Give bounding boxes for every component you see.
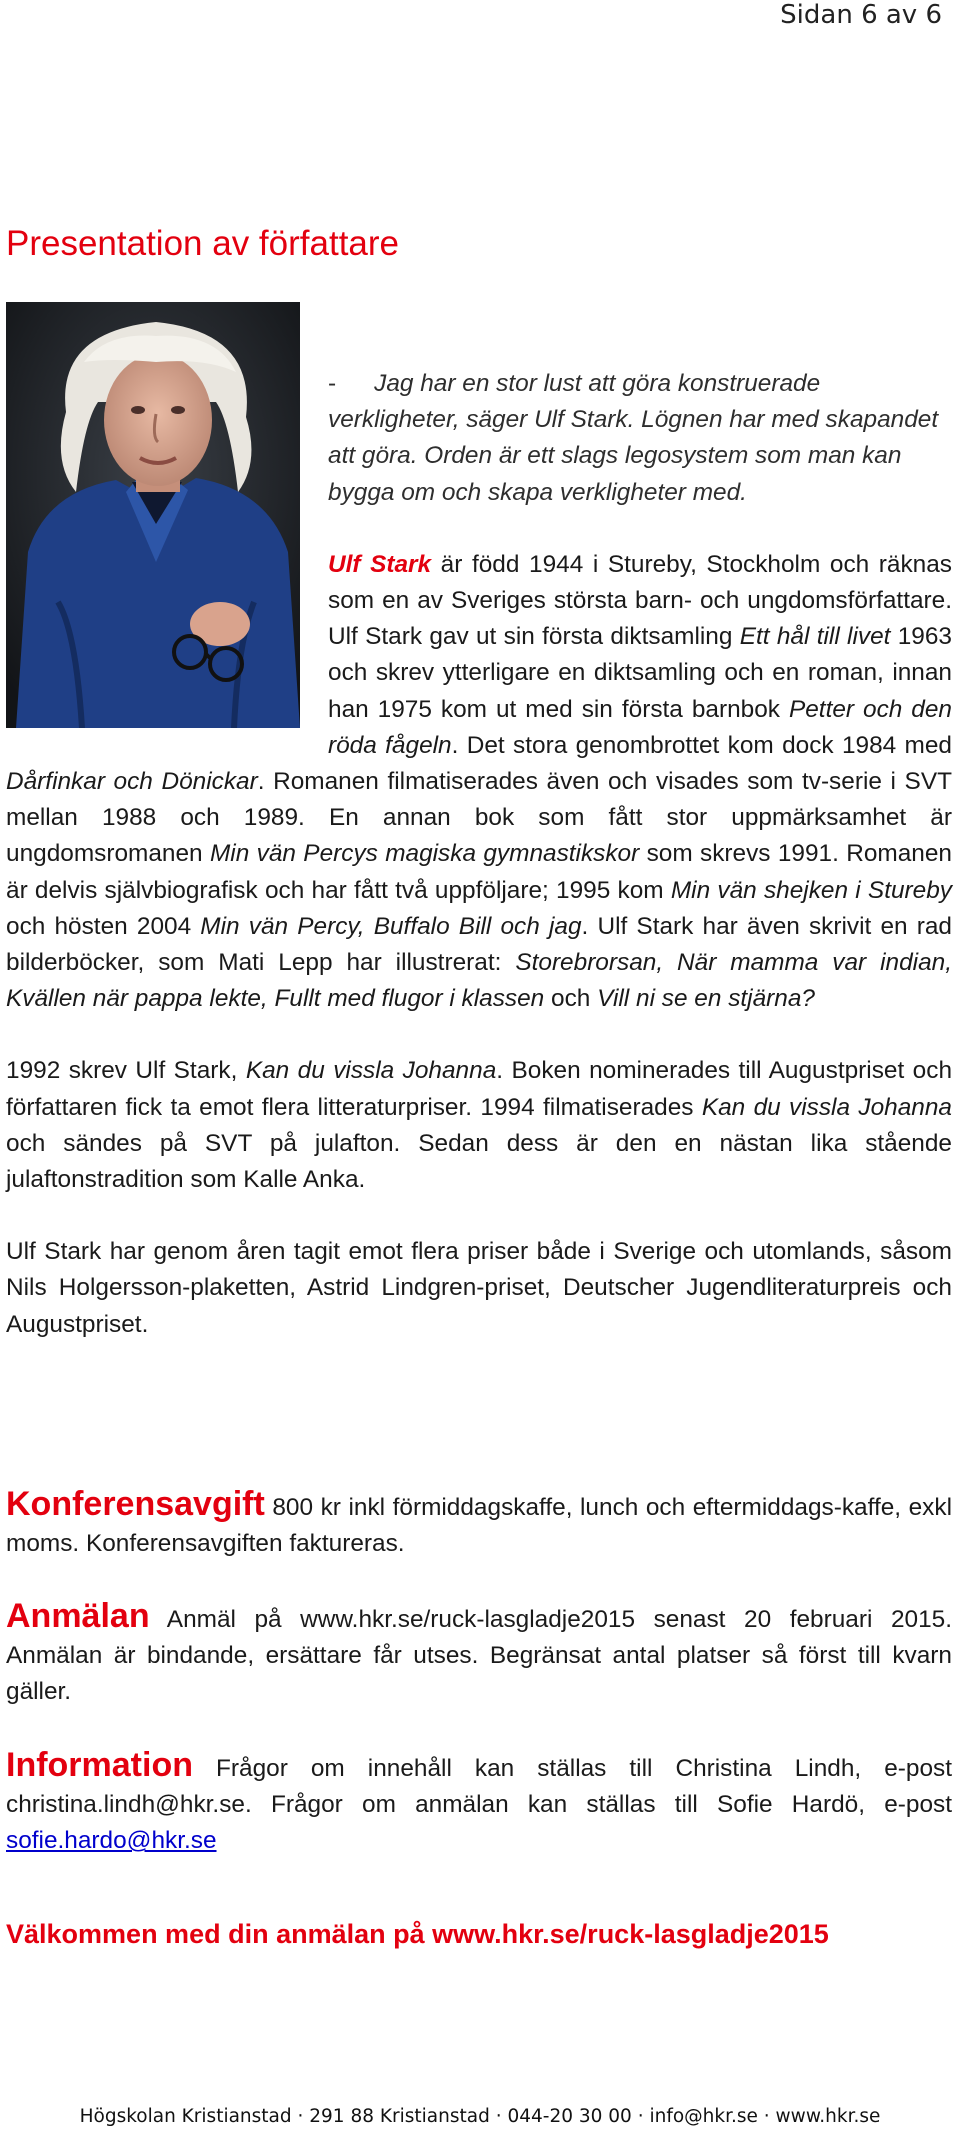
bio-text: . Det stora genombrottet kom dock 1984 med (451, 731, 952, 759)
author-name: Ulf Stark (328, 550, 432, 578)
registration-text: Anmäl på www.hkr.se/ruck-lasgladje2015 senast 20 februari 2015. Anmälan är bindande, ersättare får utses. Begränsat antal platser så först till kvarn gäller. (6, 1606, 952, 1706)
bio-text: som skrevs 1991. Romanen är delvis självbiografisk och har fått två uppföljare; 1995 kom (6, 840, 953, 904)
fee-text: 800 kr inkl förmiddagskaffe, lunch och eftermiddags-kaffe, exkl moms. Konferensavgiften faktureras. (6, 1494, 952, 1558)
bio-text: 1963 och skrev ytterligare en diktsamling och en roman, innan han 1975 kom ut med sin första barnbok (328, 623, 952, 723)
bio-text: och sändes på SVT på julafton. Sedan dess är den en nästan lika stående julaftonstradition som Kalle Anka. (6, 1129, 952, 1194)
author-quote (322, 366, 952, 511)
book-title: Ett hål till livet (739, 623, 891, 651)
book-title: Min vän Percys magiska gymnastikskor (209, 840, 640, 868)
book-title: Storebrorsan, När mamma var indian, Kvällen när pappa lekte, Fullt med flugor i klassen (6, 949, 952, 1013)
book-title: Min vän shejken i Stureby (670, 876, 952, 904)
bio-text: är född 1944 i Stureby, Stockholm och räknas som en av Sveriges största barn- och ungdomsförfattare. Ulf Stark gav ut sin första diktsamling (328, 550, 952, 651)
bio-text: . Ulf Stark har även skrivit en rad bilderböcker, som Mati Lepp har illustrerat: (6, 912, 952, 977)
footer: Högskolan Kristianstad · 291 88 Kristianstad · 044-20 30 00 · info@hkr.se · www.hkr.se (79, 2106, 881, 2127)
page-title: Presentation av författare (6, 224, 399, 263)
bio-text: och hösten 2004 (6, 912, 201, 940)
information (6, 1747, 952, 1860)
bio-text: och (544, 985, 598, 1013)
page-number: Sidan 6 av 6 (780, 0, 942, 30)
quote-text: Jag har en stor lust att göra konstruerade verkligheter, säger Ulf Stark. Lögnen har med skapandet att göra. Orden är ett slags legosystem som man kan bygga om och skapa verkligheter med. (328, 370, 939, 506)
author-portrait-photo (6, 302, 300, 728)
welcome-banner: Välkommen med din anmälan på www.hkr.se/ruck-lasgladje2015 (6, 1919, 829, 1949)
information-label: Information (6, 1746, 193, 1784)
book-title: Min vän Percy, Buffalo Bill och jag (200, 912, 582, 940)
bio-text: . Boken nominerades till Augustpriset och författaren fick ta emot flera litteraturpriser. 1994 filmatiserades (6, 1057, 953, 1121)
author-presentation (6, 302, 952, 1343)
quote-dash: - (328, 370, 337, 397)
book-title: Dårfinkar och Dönickar (6, 768, 258, 796)
conference-fee (6, 1486, 952, 1562)
book-title: Petter och den röda fågeln (328, 695, 952, 759)
information-text: Frågor om innehåll kan ställas till Christina Lindh, e-post christina.lindh@hkr.se. Frågor om anmälan kan ställas till Sofie Hardö, e-post (6, 1755, 952, 1819)
book-title: Vill ni se en stjärna? (597, 985, 815, 1013)
registration (6, 1598, 952, 1711)
contact-email-link[interactable]: sofie.hardo@hkr.se (6, 1827, 217, 1855)
bio-paragraph-3: Ulf Stark har genom åren tagit emot flera priser både i Sverige och utomlands, såsom Nils Holgersson-plaketten, Astrid Lindgren-priset, Deutscher Jugendliteraturpreis och Augustpriset. (6, 1238, 952, 1338)
registration-label: Anmälan (6, 1597, 150, 1635)
bio-text: 1992 skrev Ulf Stark, (6, 1057, 246, 1085)
bio-paragraph-2 (6, 1053, 952, 1198)
fee-label: Konferensavgift (6, 1485, 265, 1523)
book-title: Kan du vissla Johanna (701, 1093, 952, 1121)
book-title: Kan du vissla Johanna (245, 1057, 497, 1085)
bio-text: . Romanen filmatiserades även och visades som tv-serie i SVT mellan 1988 och 1989. En annan bok som fått stor uppmärksamhet är ungdomsromanen (6, 768, 952, 868)
